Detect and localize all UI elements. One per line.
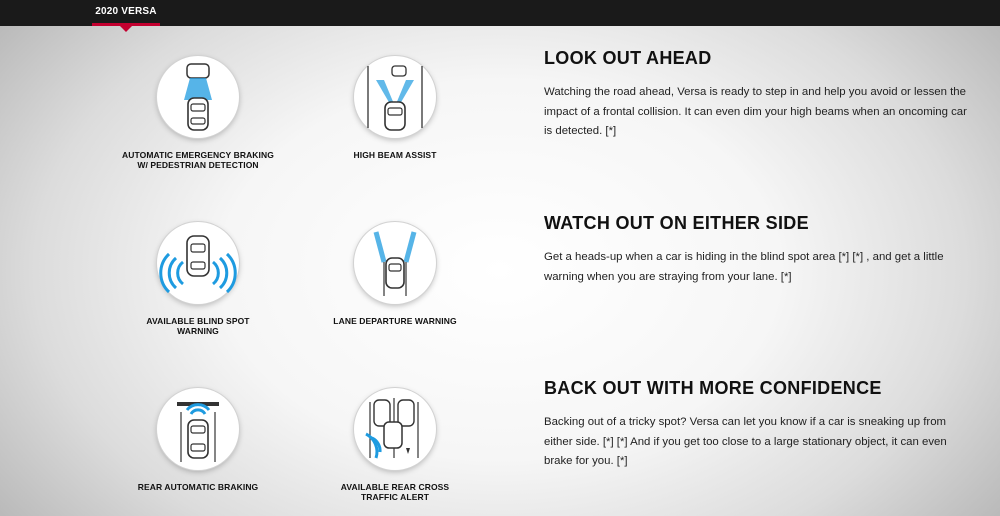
feature-blind-spot bbox=[98, 222, 298, 336]
emergency-braking-icon bbox=[157, 56, 239, 138]
blind-spot-icon bbox=[157, 222, 239, 304]
feature-label: HIGH BEAM ASSIST bbox=[353, 150, 437, 160]
feature-lane-departure bbox=[295, 222, 495, 326]
section-watch-out-side bbox=[544, 213, 974, 287]
feature-rear-braking bbox=[98, 388, 298, 492]
feature-label: AUTOMATIC EMERGENCY BRAKING W/ PEDESTRIAN DETECTION bbox=[122, 150, 274, 170]
section-body: Backing out of a tricky spot? Versa can let you know if a car is sneaking up from either side. [*] [*] And if you get too close to a large stationary object, it can even brake for you. [*] bbox=[544, 416, 947, 467]
feature-label: REAR AUTOMATIC BRAKING bbox=[137, 482, 259, 492]
feature-emergency-braking bbox=[98, 56, 298, 170]
cross-traffic-icon bbox=[354, 388, 436, 470]
feature-label: AVAILABLE REAR CROSS TRAFFIC ALERT bbox=[340, 482, 450, 502]
tab-pointer bbox=[120, 26, 132, 32]
feature-label: AVAILABLE BLIND SPOT WARNING bbox=[146, 316, 250, 336]
tab-2020-versa[interactable]: 2020 VERSA bbox=[95, 6, 157, 17]
section-look-out-ahead bbox=[544, 48, 974, 142]
feature-label: LANE DEPARTURE WARNING bbox=[333, 316, 457, 326]
section-back-out bbox=[544, 378, 974, 472]
top-nav-bar bbox=[0, 0, 1000, 26]
section-body: Watching the road ahead, Versa is ready to step in and help you avoid or lessen the impact of a frontal collision. It can even dim your high beams when an oncoming car is detected. [*] bbox=[544, 86, 967, 137]
lane-departure-icon bbox=[354, 222, 436, 304]
feature-high-beam bbox=[295, 56, 495, 160]
rear-braking-icon bbox=[157, 388, 239, 470]
section-title: BACK OUT WITH MORE CONFIDENCE bbox=[544, 378, 882, 398]
section-title: LOOK OUT AHEAD bbox=[544, 48, 712, 68]
feature-cross-traffic bbox=[295, 388, 495, 502]
high-beam-icon bbox=[354, 56, 436, 138]
section-body: Get a heads-up when a car is hiding in the blind spot area [*] [*] , and get a little warning when you are straying from your lane. [*] bbox=[544, 251, 944, 283]
section-title: WATCH OUT ON EITHER SIDE bbox=[544, 213, 809, 233]
